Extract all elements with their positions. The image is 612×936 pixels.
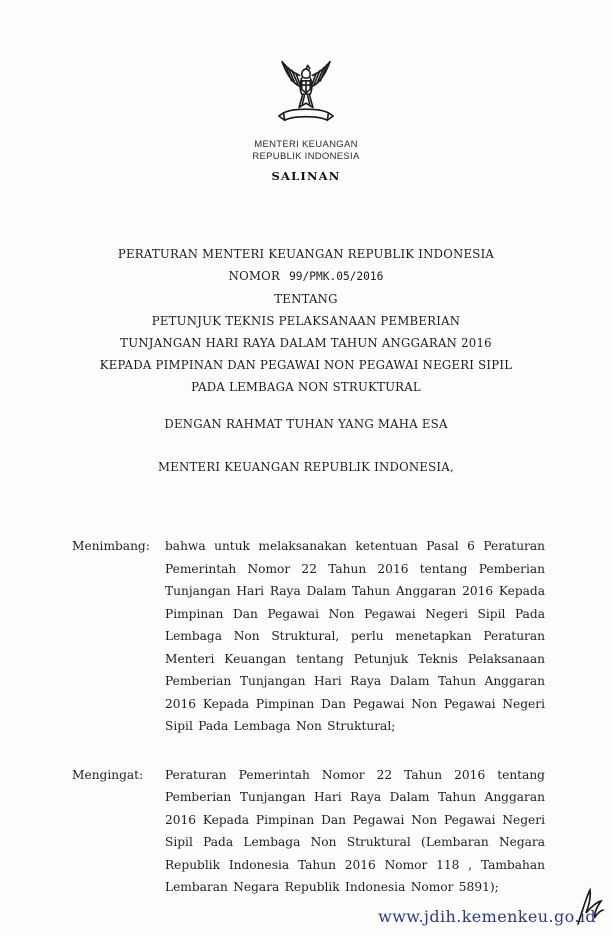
document-header	[0, 0, 612, 183]
mengingat-label: Mengingat:	[72, 767, 144, 782]
nomor-label: NOMOR	[228, 269, 281, 283]
menimbang-text: bahwa untuk melaksanakan ketentuan Pasal 6 Peraturan Pemerintah Nomor 22 Tahun 2016 tentang Pemberian Tunjangan Hari Raya Dalam Tahun Anggaran 2016 Kepada Pimpinan Dan Pegawai Non Pegawai Negeri Sipil Pada Lembaga Non Struktural, perlu menetapkan Peraturan Menteri Keuangan tentang Petunjuk Teknis Pelaksanaan Pemberian Tunjangan Hari Raya Dalam Tahun Anggaran 2016 Kepada Pimpinan Dan Pegawai Non Pegawai Negeri Sipil Pada Lembaga Non Struktural;	[165, 539, 545, 733]
regulation-title: PERATURAN MENTERI KEUANGAN REPUBLIK INDONESIA	[117, 247, 495, 261]
nomor-value: 99/PMK.05/2016	[289, 270, 384, 283]
regulation-title-block	[0, 243, 612, 398]
jdih-watermark: www.jdih.kemenkeu.go.id	[378, 907, 596, 926]
ministry-name: MENTERI KEUANGAN	[254, 139, 358, 150]
mengingat-section	[72, 764, 545, 899]
footer	[378, 907, 596, 926]
subject-line-4: PADA LEMBAGA NON STRUKTURAL	[191, 380, 421, 394]
document-body	[0, 535, 612, 899]
ministry-country: REPUBLIK INDONESIA	[252, 151, 360, 162]
menimbang-section	[72, 535, 545, 738]
invocation-line: DENGAN RAHMAT TUHAN YANG MAHA ESA	[164, 417, 448, 431]
paraf-signature-icon	[572, 886, 606, 928]
tentang-label: TENTANG	[274, 292, 338, 306]
menimbang-label: Menimbang:	[72, 539, 150, 553]
regulation-number-line	[0, 265, 612, 288]
salinan-stamp: SALINAN	[271, 169, 341, 183]
mengingat-text: Peraturan Pemerintah Nomor 22 Tahun 2016 tentang Pemberian Tunjangan Hari Raya Dalam Tahun Anggaran 2016 Kepada Pimpinan Dan Pegawai Non Pegawai Negeri Sipil Pada Lembaga Non Struktural (Lembaran Negara Republik Indonesia Tahun 2016 Nomor 118 , Tambahan Lembaran Negara Republik Indonesia Nomor 5891);	[165, 767, 545, 894]
subject-line-3: KEPADA PIMPINAN DAN PEGAWAI NON PEGAWAI NEGERI SIPIL	[99, 358, 513, 372]
issuer-line: MENTERI KEUANGAN REPUBLIK INDONESIA,	[158, 460, 454, 474]
subject-line-1: PETUNJUK TEKNIS PELAKSANAAN PEMBERIAN	[151, 314, 461, 328]
subject-line-2: TUNJANGAN HARI RAYA DALAM TAHUN ANGGARAN 2016	[120, 336, 492, 350]
garuda-emblem-icon	[274, 54, 338, 130]
